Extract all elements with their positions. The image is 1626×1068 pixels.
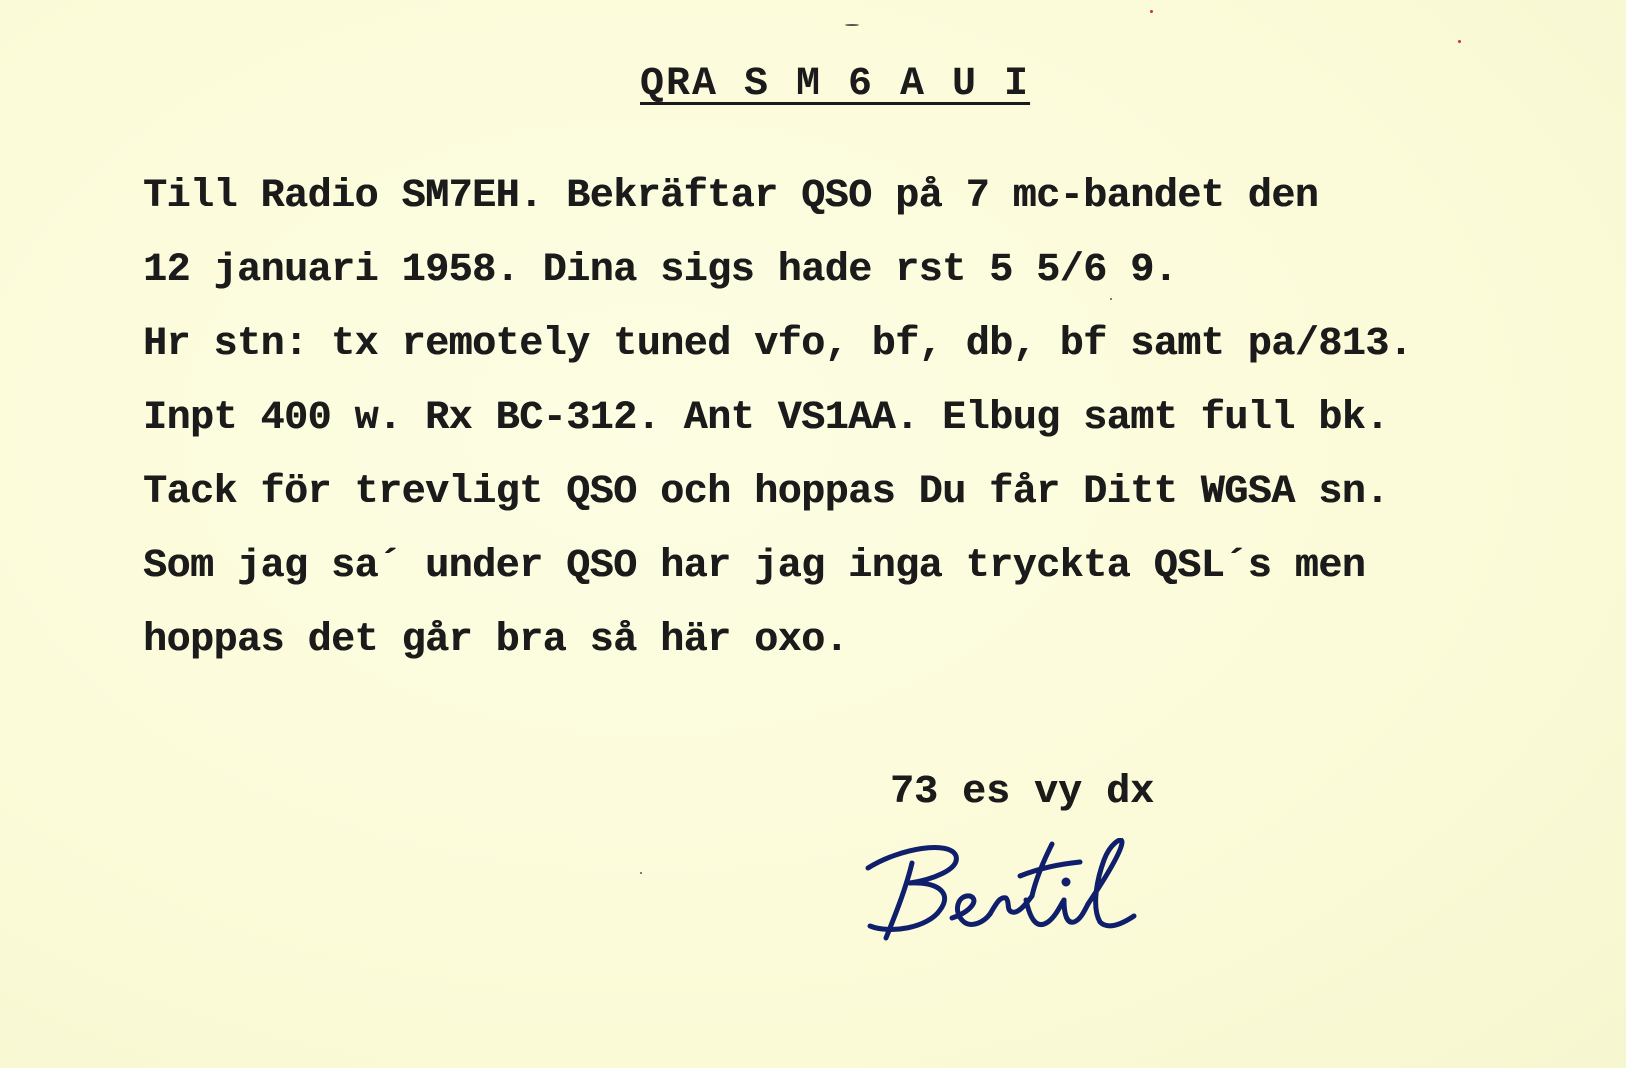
handwritten-signature (860, 838, 1180, 948)
message-line-7: hoppas det går bra så här oxo. (143, 618, 849, 663)
message-line-4: Inpt 400 w. Rx BC-312. Ant VS1AA. Elbug samt full bk. (143, 396, 1389, 441)
message-line-2: 12 januari 1958. Dina sigs hade rst 5 5/6 9. (143, 248, 1178, 293)
paper-speck (1110, 298, 1112, 300)
paper-speck (845, 24, 859, 26)
qra-heading: QRA S M 6 A U I (640, 62, 1031, 107)
message-line-3: Hr stn: tx remotely tuned vfo, bf, db, bf samt pa/813. (143, 322, 1413, 367)
closing-greeting: 73 es vy dx (890, 770, 1155, 815)
paper-speck (640, 872, 642, 874)
message-line-1: Till Radio SM7EH. Bekräftar QSO på 7 mc-bandet den (143, 174, 1319, 219)
message-line-6: Som jag sa´ under QSO har jag inga tryckta QSL´s men (143, 544, 1366, 589)
message-body (143, 160, 1543, 678)
paper-speck (1458, 40, 1461, 43)
message-line-5: Tack för trevligt QSO och hoppas Du får Ditt WGSA sn. (143, 470, 1389, 515)
paper-speck (1150, 10, 1153, 13)
